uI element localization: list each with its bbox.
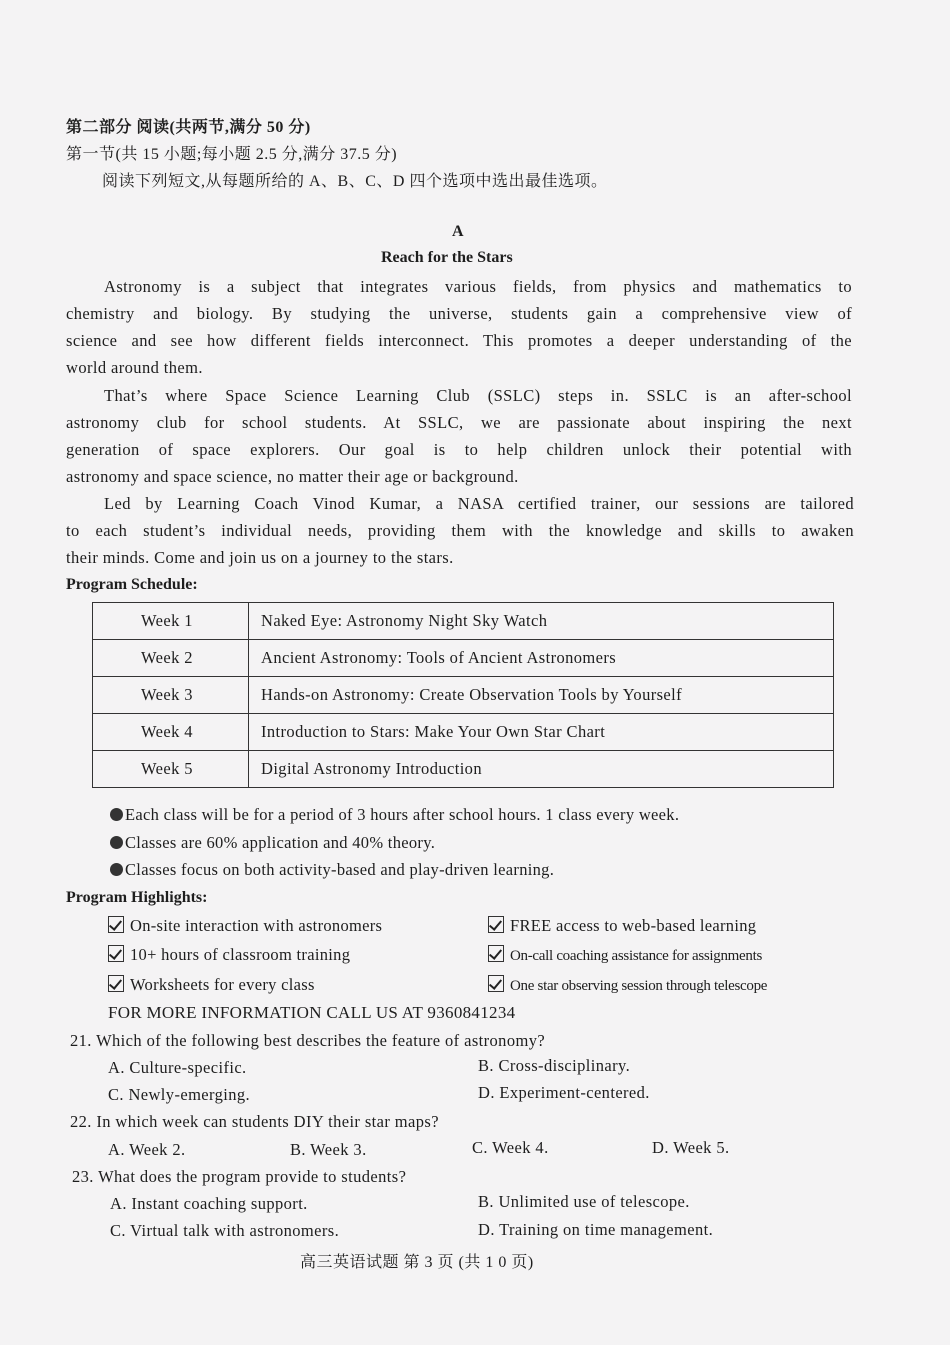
topic-cell: Hands-on Astronomy: Create Observation Tools by Yourself: [249, 677, 834, 714]
topic-cell: Introduction to Stars: Make Your Own Star Chart: [249, 714, 834, 751]
option-22-b: B. Week 3.: [290, 1140, 367, 1159]
question-number: 23.: [72, 1167, 94, 1186]
passage-title: Reach for the Stars: [381, 249, 513, 266]
option-22-a: A. Week 2.: [108, 1140, 186, 1159]
option-23-a: A. Instant coaching support.: [110, 1194, 308, 1213]
option-22-d: D. Week 5.: [652, 1138, 730, 1157]
passage-label: A: [452, 223, 464, 240]
question-stem: What does the program provide to students?: [98, 1167, 407, 1186]
paragraph-line: Astronomy is a subject that integrates various fields, from physics and mathematics to: [104, 277, 852, 296]
question-number: 21.: [70, 1031, 92, 1050]
week-cell: Week 4: [93, 714, 249, 751]
table-row: [93, 714, 834, 751]
schedule-heading: Program Schedule:: [66, 576, 198, 593]
schedule-note: Classes are 60% application and 40% theory.: [110, 833, 435, 853]
paragraph-line: astronomy club for school students. At SSLC, we are passionate about inspiring the next: [66, 413, 852, 432]
checkbox-checked-icon: [108, 975, 124, 992]
question-number: 22.: [70, 1112, 92, 1131]
topic-cell: Naked Eye: Astronomy Night Sky Watch: [249, 603, 834, 640]
topic-cell: Ancient Astronomy: Tools of Ancient Astronomers: [249, 640, 834, 677]
bullet-icon: [110, 836, 123, 849]
topic-cell: Digital Astronomy Introduction: [249, 751, 834, 788]
paragraph-line: to each student’s individual needs, providing them with the knowledge and skills to awaken: [66, 521, 854, 540]
option-23-c: C. Virtual talk with astronomers.: [110, 1221, 340, 1240]
option-23-b: B. Unlimited use of telescope.: [478, 1192, 690, 1211]
option-21-c: C. Newly-emerging.: [108, 1085, 251, 1104]
contact-line: FOR MORE INFORMATION CALL US AT 9360841234: [108, 1003, 516, 1022]
paragraph-line: generation of space explorers. Our goal is to help children unlock their potential with: [66, 440, 852, 459]
paragraph-line: science and see how different fields interconnect. This promotes a deeper understanding of the: [66, 331, 852, 350]
question-stem: In which week can students DIY their star maps?: [96, 1112, 439, 1131]
bullet-icon: [110, 808, 123, 821]
option-22-c: C. Week 4.: [472, 1138, 549, 1157]
highlight-item: On-site interaction with astronomers: [108, 916, 382, 936]
schedule-table: [92, 602, 834, 788]
checkbox-checked-icon: [488, 916, 504, 933]
section-title: 第一节(共 15 小题;每小题 2.5 分,满分 37.5 分): [66, 146, 398, 163]
question-stem: Which of the following best describes the feature of astronomy?: [96, 1031, 546, 1050]
paragraph-line: world around them.: [66, 358, 203, 377]
schedule-note: Each class will be for a period of 3 hours after school hours. 1 class every week.: [110, 805, 679, 825]
option-21-a: A. Culture-specific.: [108, 1058, 247, 1077]
highlight-item: One star observing session through telescope: [488, 975, 767, 995]
paragraph-line: their minds. Come and join us on a journey to the stars.: [66, 548, 454, 567]
table-row: [93, 677, 834, 714]
option-21-d: D. Experiment-centered.: [478, 1083, 650, 1102]
week-cell: Week 2: [93, 640, 249, 677]
week-cell: Week 5: [93, 751, 249, 788]
paragraph-line: chemistry and biology. By studying the universe, students gain a comprehensive view of: [66, 304, 852, 323]
highlight-item: 10+ hours of classroom training: [108, 945, 350, 965]
table-row: [93, 640, 834, 677]
checkbox-checked-icon: [108, 916, 124, 933]
option-23-d: D. Training on time management.: [478, 1220, 714, 1239]
question-22: [70, 1112, 439, 1132]
checkbox-checked-icon: [488, 945, 504, 962]
schedule-note: Classes focus on both activity-based and play-driven learning.: [110, 860, 554, 880]
highlight-item: On-call coaching assistance for assignments: [488, 945, 762, 965]
week-cell: Week 3: [93, 677, 249, 714]
paragraph-line: astronomy and space science, no matter their age or background.: [66, 467, 519, 486]
option-21-b: B. Cross-disciplinary.: [478, 1056, 631, 1075]
bullet-icon: [110, 863, 123, 876]
checkbox-checked-icon: [108, 945, 124, 962]
page-footer: 高三英语试题 第 3 页 (共 1 0 页): [300, 1254, 534, 1271]
part-title: 第二部分 阅读(共两节,满分 50 分): [66, 119, 311, 136]
checkbox-checked-icon: [488, 975, 504, 992]
highlight-item: FREE access to web-based learning: [488, 916, 756, 936]
question-21: [70, 1031, 545, 1051]
paragraph-line: That’s where Space Science Learning Club (SSLC) steps in. SSLC is an after-school: [104, 386, 852, 405]
paragraph-line: Led by Learning Coach Vinod Kumar, a NASA certified trainer, our sessions are tailored: [104, 494, 854, 513]
highlights-heading: Program Highlights:: [66, 889, 208, 906]
table-row: [93, 751, 834, 788]
table-row: [93, 603, 834, 640]
instruction: 阅读下列短文,从每题所给的 A、B、C、D 四个选项中选出最佳选项。: [102, 173, 608, 190]
week-cell: Week 1: [93, 603, 249, 640]
question-23: [72, 1167, 406, 1187]
highlight-item: Worksheets for every class: [108, 975, 315, 995]
